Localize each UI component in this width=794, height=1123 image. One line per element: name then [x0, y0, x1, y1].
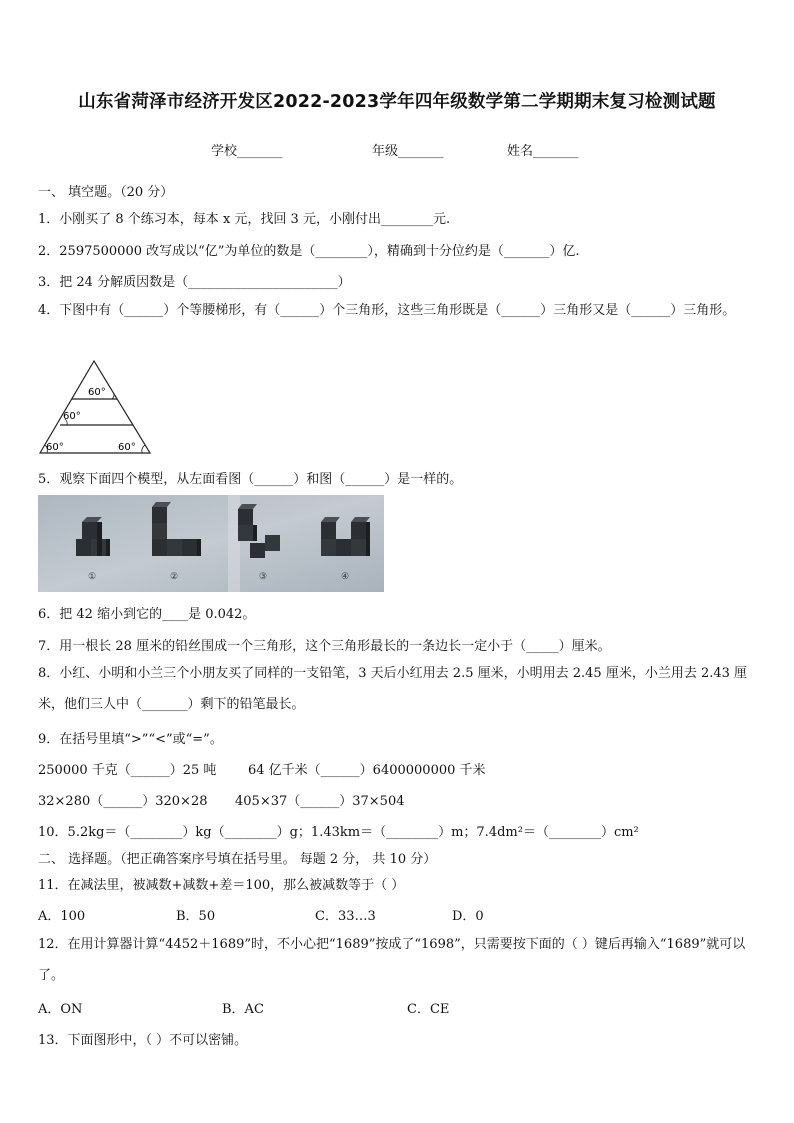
question-10: 10．5.2kg＝（________）kg（________）g；1.43km＝（________）m；7.4dm²＝（________）cm² — [38, 825, 639, 840]
q11-option-d: D．0 — [452, 909, 484, 924]
grade-field: 年级_______ — [372, 144, 444, 159]
q12-option-c: C．CE — [407, 1002, 450, 1017]
q11-option-c: C．33…3 — [315, 909, 376, 924]
question-13: 13．下面图形中，（ ）不可以密铺。 — [38, 1033, 248, 1048]
question-7: 7．用一根长 28 厘米的铅丝围成一个三角形，这个三角形最长的一条边长一定小于（_____）厘米。 — [38, 639, 611, 654]
triangle-trapezoid-figure — [36, 357, 156, 457]
compare-row-2-right: 405×37（______）37×504 — [235, 794, 405, 809]
question-1: 1．小刚买了 8 个练习本，每本 x 元，找回 3 元，小刚付出________元. — [38, 212, 451, 227]
angle-label-middle: 60° — [63, 411, 81, 422]
section-fill-blank-heading: 一、 填空题。（20 分） — [38, 185, 174, 200]
question-4: 4．下图中有（______）个等腰梯形，有（______）个三角形，这些三角形既是（______）三角形又是（______）三角形。 — [38, 303, 736, 318]
angle-label-bottom-right: 60° — [118, 442, 136, 453]
question-6: 6．把 42 缩小到它的____是 0.042。 — [38, 607, 256, 622]
question-11: 11．在减法里，被减数+减数+差＝100，那么被减数等于（ ） — [38, 878, 405, 893]
model-label-1: ① — [87, 572, 97, 582]
angle-label-top: 60° — [88, 387, 106, 398]
cube-models-photo — [38, 495, 384, 592]
angle-label-bottom-left: 60° — [46, 442, 64, 453]
model-label-2: ② — [169, 572, 179, 582]
school-field: 学校_______ — [211, 144, 283, 159]
question-2: 2．2597500000 改写成以“亿”为单位的数是（________），精确到十分位约是（_______）亿. — [38, 244, 580, 259]
q12-option-b: B．AC — [222, 1002, 264, 1017]
question-9: 9．在括号里填“>”“<”或“=”。 — [38, 732, 223, 747]
compare-row-1-left: 250000 千克（______）25 吨 — [38, 763, 217, 778]
question-8: 8．小红、小明和小兰三个小朋友买了同样的一支铅笔，3 天后小红用去 2.5 厘米，小明用去 2.45 厘米，小兰用去 2.43 厘米，他们三人中（_______）剩下的铅笔最长。 — [38, 666, 748, 712]
model-label-4: ④ — [340, 572, 350, 582]
compare-row-2-left: 32×280（______）320×28 — [38, 794, 208, 809]
compare-row-1-right: 64 亿千米（______）6400000000 千米 — [248, 763, 486, 778]
question-3: 3．把 24 分解质因数是（_______________________） — [38, 275, 351, 290]
question-5: 5．观察下面四个模型，从左面看图（______）和图（______）是一样的。 — [38, 472, 463, 487]
section-choice-heading: 二、 选择题。（把正确答案序号填在括号里。 每题 2 分， 共 10 分） — [38, 852, 437, 867]
q12-option-a: A．ON — [38, 1002, 83, 1017]
page-title: 山东省菏泽市经济开发区2022-2023学年四年级数学第二学期期末复习检测试题 — [78, 92, 716, 112]
question-12: 12．在用计算器计算“4452＋1689”时，不小心把“1689”按成了“1698”，只需要按下面的（ ）键后再输入“1689”就可以了。 — [38, 937, 746, 983]
q11-option-a: A．100 — [38, 909, 86, 924]
model-label-3: ③ — [258, 572, 268, 582]
name-field: 姓名_______ — [507, 144, 579, 159]
q11-option-b: B．50 — [176, 909, 216, 924]
